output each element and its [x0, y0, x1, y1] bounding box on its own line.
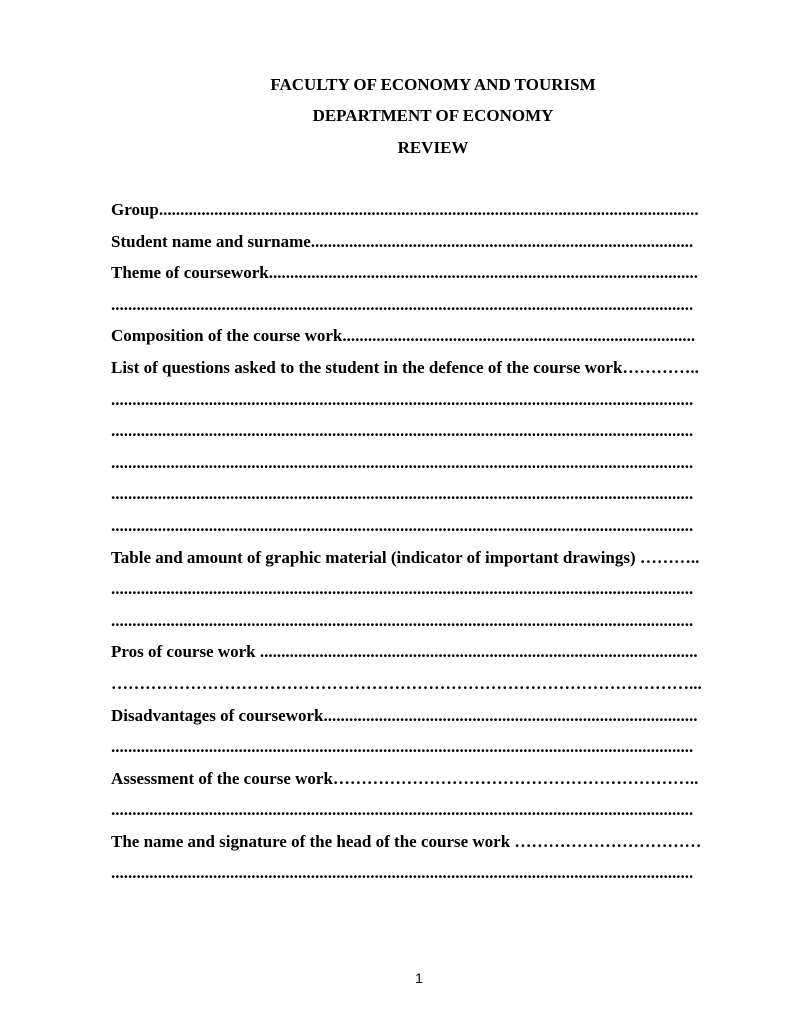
head-signature-line: The name and signature of the head of the course work …………………………… [111, 831, 702, 851]
department-heading: DEPARTMENT OF ECONOMY [312, 106, 554, 125]
composition-line: Composition of the course work................................................................................... [111, 326, 696, 346]
theme-continuation-line: ......................................................................................................................................... [111, 294, 694, 314]
assessment-continuation-line: ......................................................................................................................................... [111, 800, 694, 820]
graphic-material-line: Table and amount of graphic material (indicator of important drawings) ……….. [111, 547, 700, 567]
pros-continuation-line: …………………………………………………………………………………………... [111, 673, 702, 693]
graphic-material-continuation-line-1: ......................................................................................................................................... [111, 579, 694, 599]
questions-continuation-line-4: ......................................................................................................................................... [111, 484, 694, 504]
page-number: 1 [415, 970, 423, 986]
questions-continuation-line-2: ......................................................................................................................................... [111, 421, 694, 441]
theme-line: Theme of coursework..................................................................................................... [111, 263, 698, 283]
disadvantages-continuation-line: ......................................................................................................................................... [111, 737, 694, 757]
questions-continuation-line-3: ......................................................................................................................................... [111, 452, 694, 472]
disadvantages-line: Disadvantages of coursework........................................................................................ [111, 705, 698, 725]
graphic-material-continuation-line-2: ......................................................................................................................................... [111, 610, 694, 630]
questions-line: List of questions asked to the student in the defence of the course work………….. [111, 357, 699, 377]
pros-line: Pros of course work ....................................................................................................... [111, 642, 698, 662]
assessment-line: Assessment of the course work……………………………………………………….. [111, 768, 699, 788]
questions-continuation-line-5: ......................................................................................................................................... [111, 515, 694, 535]
review-form [111, 200, 749, 895]
review-title: REVIEW [397, 138, 469, 157]
faculty-heading: FACULTY OF ECONOMY AND TOURISM [270, 75, 596, 94]
questions-continuation-line-1: ......................................................................................................................................... [111, 389, 694, 409]
student-name-line: Student name and surname.......................................................................................... [111, 231, 694, 251]
group-line: Group............................................................................................................................... [111, 200, 699, 219]
head-signature-continuation-line: ......................................................................................................................................... [111, 863, 694, 883]
